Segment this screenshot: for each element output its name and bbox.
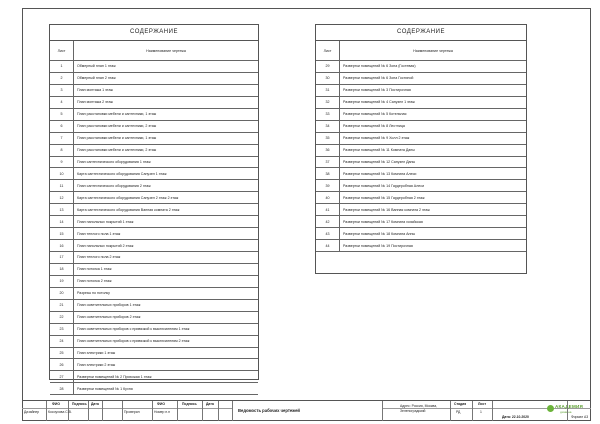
drawing-name: Развертки помещений № 18 Комната Анны (340, 228, 527, 240)
drawing-name: План напольных покрытий 2 этаж (74, 240, 259, 252)
table-row (50, 275, 258, 287)
title-block (22, 400, 591, 421)
table-row (50, 120, 258, 132)
leaf-icon (547, 405, 554, 412)
sheet-number: 40 (316, 192, 340, 204)
sheet-number: 32 (316, 96, 340, 108)
drawing-name: Развертки помещений № 13 Комната Алеси (340, 168, 527, 180)
sheet-number: 33 (316, 108, 340, 120)
drawing-name: Развертки помещений № 15 Гардеробная 2 этаж (340, 192, 527, 204)
table-row (50, 240, 258, 252)
sheet-number: 5 (50, 108, 74, 120)
drawing-name: Карта сантехнического оборудования Санузел 2 этаж 2 этаж (74, 192, 259, 204)
drawing-name: План сантехнического оборудования 2 этаж (74, 180, 259, 192)
sheet-number: 15 (50, 228, 74, 240)
drawing-name: Развертки помещений № 5 Котельная (340, 108, 527, 120)
table-row (316, 144, 526, 156)
table-row (50, 347, 258, 359)
header-sheet: Лист (50, 41, 74, 61)
drawing-name: Обмерный план 2 этаж (74, 72, 259, 84)
sheet-number: 27 (50, 371, 74, 383)
drawing-name: Разрезы по потолку (74, 287, 259, 299)
table-row (50, 204, 258, 216)
table-row (50, 108, 258, 120)
table-row (50, 228, 258, 240)
table-row (316, 180, 526, 192)
sheet-number: 31 (316, 84, 340, 96)
sheet-number: 16 (50, 240, 74, 252)
drawing-name: Развертки помещений № 3 Постирочная (340, 84, 527, 96)
table-row (50, 311, 258, 323)
sheet-number: 35 (316, 132, 340, 144)
sheet-number: 43 (316, 228, 340, 240)
drawing-name: План осветительных приборов с привязкой к выключателям 1 этаж (74, 323, 259, 335)
stamp-checker: Проверил (124, 410, 140, 414)
table-row (316, 96, 526, 108)
sheet-number: 10 (50, 168, 74, 180)
stamp-format: Формат А3 (571, 415, 589, 419)
sheet-number: 7 (50, 132, 74, 144)
drawing-name: План напольных покрытий 1 этаж (74, 216, 259, 228)
document-title: Ведомость рабочих чертежей (238, 408, 301, 413)
table-row (50, 359, 258, 371)
sheet-number: 8 (50, 144, 74, 156)
table-row (316, 228, 526, 240)
drawing-name: План монтажа 1 этаж (74, 84, 259, 96)
table-row (316, 192, 526, 204)
toc-table-left (49, 24, 259, 391)
stamp-stage-value: РД (456, 410, 461, 414)
stamp-stage-label: Стадия (454, 402, 467, 406)
drawing-name: Развертки помещений № 19 Постирочная (340, 240, 527, 252)
table-row (50, 383, 258, 395)
sheet-number: 9 (50, 156, 74, 168)
sheet-number: 2 (50, 72, 74, 84)
table-row (50, 252, 258, 264)
table-row (316, 72, 526, 84)
drawing-name: План теплого пола 1 этаж (74, 228, 259, 240)
toc-table-right (315, 24, 527, 274)
table-row (316, 156, 526, 168)
table-row (316, 240, 526, 252)
table-row (50, 371, 258, 383)
sheet-number: 44 (316, 240, 340, 252)
drawing-name: Развертки помещений № 16 Ванная комната 2 этаж (340, 204, 527, 216)
stamp-sign-label-2: Подпись (182, 402, 197, 406)
table-row (50, 299, 258, 311)
table-row (50, 132, 258, 144)
sheet-number: 18 (50, 263, 74, 275)
drawing-name: Развертки помещений № 6 Зона Гостиной (340, 72, 527, 84)
table-row (50, 168, 258, 180)
sheet-number: 39 (316, 180, 340, 192)
stamp-sheet-label: Лист (478, 402, 487, 406)
sheet-number: 38 (316, 168, 340, 180)
drawing-name: Развертки помещений № 11 Комната Даны (340, 144, 527, 156)
drawing-name: План осветительных приборов 1 этаж (74, 299, 259, 311)
sheet-number: 4 (50, 96, 74, 108)
drawing-name: Развертки помещений № 17 Комната хозяйская (340, 216, 527, 228)
drawing-name: Развертки помещений № 6 Зона (Гостевая) (340, 61, 527, 73)
drawing-name: Карта сантехнического оборудования Ванная комната 2 этаж (74, 204, 259, 216)
table-row (50, 180, 258, 192)
table-row (50, 323, 258, 335)
table-row (50, 335, 258, 347)
logo-text: АКАДЕМИЯ (555, 404, 583, 409)
stamp-person: Косоухова С.В. (48, 410, 72, 414)
drawing-name: Развертки помещений № 1 Кухня (74, 383, 259, 395)
logo-sub: дизайна (560, 410, 572, 414)
sheet-number: 3 (50, 84, 74, 96)
table-row (50, 263, 258, 275)
drawing-name: План потолка 2 этаж (74, 275, 259, 287)
sheet-number: 41 (316, 204, 340, 216)
drawing-name: Обмерный план 1 этаж (74, 61, 259, 73)
sheet-number: 20 (50, 287, 74, 299)
sheet-number: 26 (50, 359, 74, 371)
sheet-number: 21 (50, 299, 74, 311)
table-row (316, 84, 526, 96)
table-row (50, 84, 258, 96)
drawing-name: План осветительных приборов с привязкой к выключателям 2 этаж (74, 335, 259, 347)
toc-title: СОДЕРЖАНИЕ (316, 25, 526, 41)
table-row (316, 204, 526, 216)
sheet-number: 23 (50, 323, 74, 335)
table-row (316, 108, 526, 120)
sheet-number: 30 (316, 72, 340, 84)
table-row (316, 168, 526, 180)
stamp-fio-label-2: ФИО (157, 402, 165, 406)
table-row (50, 144, 258, 156)
sheet-number: 42 (316, 216, 340, 228)
sheet-number: 17 (50, 252, 74, 264)
table-row (50, 72, 258, 84)
stamp-fio-label: ФИО (52, 402, 60, 406)
sheet-number: 12 (50, 192, 74, 204)
table-row (50, 216, 258, 228)
stamp-sign-label: Подпись (72, 402, 87, 406)
table-row (316, 132, 526, 144)
drawing-name: Развертки помещений № 9 Холл 2 этаж (340, 132, 527, 144)
stamp-sheet-value: 1 (480, 410, 482, 414)
table-row (50, 96, 258, 108)
table-row (50, 61, 258, 73)
drawing-name: План электрики 2 этаж (74, 359, 259, 371)
drawing-name: Развертки помещений № 14 Гардеробная Алеси (340, 180, 527, 192)
sheet-number: 37 (316, 156, 340, 168)
drawing-name: План расстановки мебели и сантехники, 2 этаж (74, 144, 259, 156)
drawing-name: Развертки помещений № 12 Санузел Даны (340, 156, 527, 168)
sheet-number: 34 (316, 120, 340, 132)
header-sheet: Лист (316, 41, 340, 61)
table-row (316, 61, 526, 73)
sheet-number: 1 (50, 61, 74, 73)
sheet-number: 19 (50, 275, 74, 287)
drawing-name: Карта сантехнического оборудования Санузел 1 этаж (74, 168, 259, 180)
sheet-number: 22 (50, 311, 74, 323)
sheet-number: 11 (50, 180, 74, 192)
drawing-name: План расстановки мебели и сантехники, 1 этаж (74, 108, 259, 120)
table-row (50, 287, 258, 299)
drawing-name: Развертки помещений № 4 Санузел 1 этаж (340, 96, 527, 108)
drawing-name: План электрики 1 этаж (74, 347, 259, 359)
header-name: Наименование чертежа (340, 41, 527, 61)
toc-grid (316, 41, 526, 252)
drawing-name: План осветительных приборов 2 этаж (74, 311, 259, 323)
drawing-name: План потолка 1 этаж (74, 263, 259, 275)
drawing-name: План монтажа 2 этаж (74, 96, 259, 108)
drawing-name: План расстановки мебели и сантехники, 2 этаж (74, 120, 259, 132)
drawing-name: План сантехнического оборудования 1 этаж (74, 156, 259, 168)
stamp-date-label-2: Дата (206, 402, 214, 406)
table-row (316, 216, 526, 228)
toc-grid (50, 41, 258, 395)
sheet-number: 25 (50, 347, 74, 359)
table-row (316, 120, 526, 132)
drawing-name: Развертки помещений № 2 Прихожая 1 этаж (74, 371, 259, 383)
sheet-number: 24 (50, 335, 74, 347)
stamp-order: Номер п.п (154, 410, 170, 414)
stamp-address: Адрес: Россия, Москва, Зеленоградский (400, 404, 438, 413)
sheet-number: 28 (50, 383, 74, 395)
stamp-date-label: Дата (91, 402, 99, 406)
stamp-date-value: Дата: 22.10.2020 (502, 415, 529, 419)
drawing-name: Развертки помещений № 8 Лестница (340, 120, 527, 132)
stamp-role: Дизайнер (24, 410, 40, 414)
sheet-number: 14 (50, 216, 74, 228)
sheet-number: 36 (316, 144, 340, 156)
table-row (50, 192, 258, 204)
drawing-name: План расстановки мебели и сантехники, 1 этаж (74, 132, 259, 144)
drawing-name: План теплого пола 2 этаж (74, 252, 259, 264)
sheet-number: 13 (50, 204, 74, 216)
sheet-number: 29 (316, 61, 340, 73)
sheet-number: 6 (50, 120, 74, 132)
table-row (50, 156, 258, 168)
toc-title: СОДЕРЖАНИЕ (50, 25, 258, 41)
header-name: Наименование чертежа (74, 41, 259, 61)
